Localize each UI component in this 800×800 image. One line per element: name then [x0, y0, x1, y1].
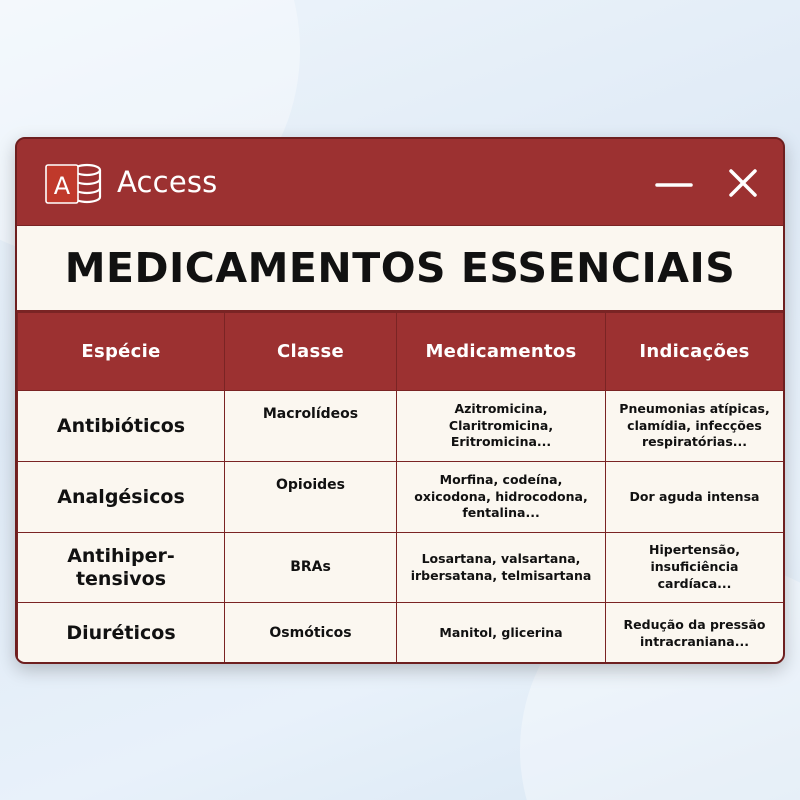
title-band [17, 225, 783, 312]
cell-line: Hipertensão, [649, 542, 740, 558]
close-icon [721, 161, 765, 205]
cell-line: Azitromicina, [454, 400, 548, 416]
table-header-row [18, 313, 784, 391]
cell-line: clamídia, infecções [627, 417, 762, 433]
cell-line: intracraniana... [640, 633, 749, 649]
cell-especie[interactable] [18, 533, 225, 603]
cell-line: insuficiência [650, 559, 739, 575]
cell-especie[interactable]: Antibióticos [18, 391, 225, 462]
column-header-indicacoes[interactable]: Indicações [606, 313, 784, 391]
table-row[interactable] [18, 391, 784, 462]
cell-line: Manitol, glicerina [439, 625, 563, 641]
page-title: MEDICAMENTOS ESSENCIAIS [64, 244, 736, 292]
cell-line: fentalina... [462, 505, 540, 521]
cell-line: Redução da pressão [623, 616, 766, 632]
minimize-icon [653, 161, 697, 205]
cell-line: Claritromicina, [448, 417, 554, 433]
cell-especie[interactable]: Analgésicos [18, 462, 225, 533]
cell-line: Antihiper- [67, 544, 175, 567]
table-row[interactable] [18, 603, 784, 665]
cell-classe[interactable]: BRAs [225, 533, 397, 603]
minimize-button[interactable] [653, 161, 697, 205]
cell-indicacoes[interactable] [606, 603, 784, 665]
column-header-especie[interactable]: Espécie [18, 313, 225, 391]
cell-line: oxicodona, hidrocodona, [414, 488, 588, 504]
medication-table [17, 312, 784, 664]
access-window [15, 137, 785, 664]
table-row[interactable] [18, 533, 784, 603]
cell-classe[interactable]: Osmóticos [225, 603, 397, 665]
access-logo-icon [45, 161, 103, 207]
cell-medicamentos[interactable] [397, 603, 606, 665]
cell-line: tensivos [75, 567, 167, 590]
app-name: Access [117, 165, 218, 199]
cell-classe[interactable]: Macrolídeos [225, 391, 397, 462]
cell-line: Dor aguda intensa [629, 488, 760, 504]
cell-especie[interactable]: Diuréticos [18, 603, 225, 665]
cell-line: Eritromicina... [450, 434, 552, 450]
cell-indicacoes[interactable] [606, 462, 784, 533]
window-titlebar[interactable] [17, 139, 783, 225]
close-button[interactable] [721, 161, 765, 205]
cell-line: Pneumonias atípicas, [619, 400, 770, 416]
column-header-classe[interactable]: Classe [225, 313, 397, 391]
cell-indicacoes[interactable] [606, 533, 784, 603]
cell-medicamentos[interactable] [397, 462, 606, 533]
column-header-medicamentos[interactable]: Medicamentos [397, 313, 606, 391]
cell-medicamentos[interactable] [397, 391, 606, 462]
table-row[interactable] [18, 462, 784, 533]
logo-letter: A [53, 172, 71, 200]
cell-line: Morfina, codeína, [439, 471, 563, 487]
cell-classe[interactable]: Opioides [225, 462, 397, 533]
cell-indicacoes[interactable] [606, 391, 784, 462]
cell-line: irbersatana, telmisartana [410, 567, 592, 583]
cell-line: cardíaca... [657, 575, 732, 591]
cell-medicamentos[interactable] [397, 533, 606, 603]
cell-line: respiratórias... [641, 434, 748, 450]
cell-line: Losartana, valsartana, [421, 550, 581, 566]
